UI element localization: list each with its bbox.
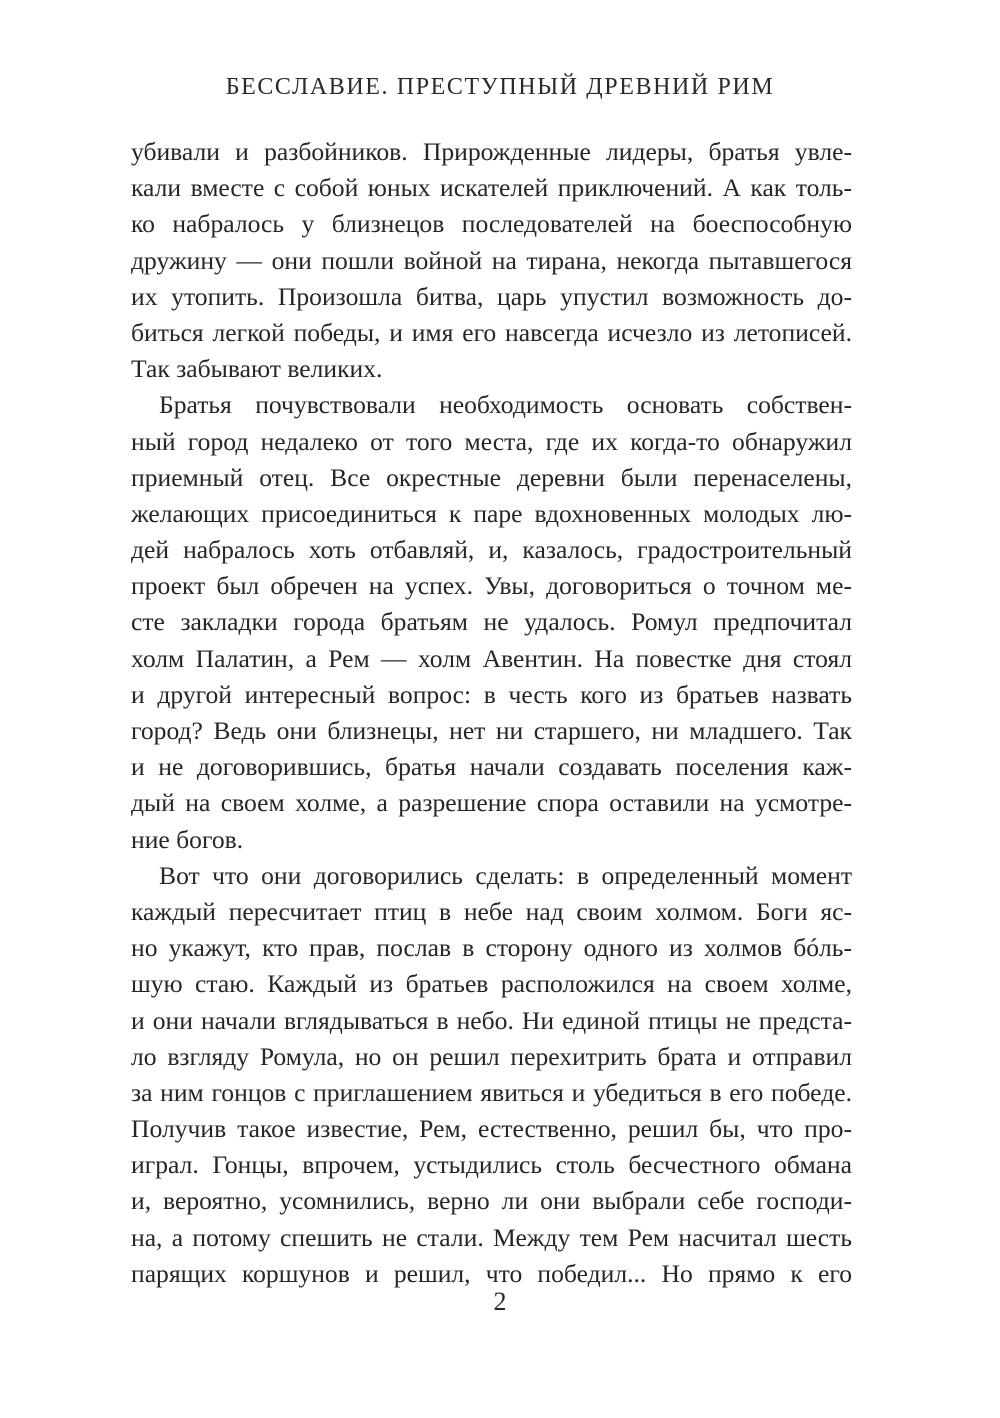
text-line: дей набралось хоть отбавляй, и, казалось, градостроительный	[131, 535, 852, 565]
text-line: на, а потому спешить не стали. Между тем Рем насчитал шесть	[131, 1222, 852, 1252]
text-line: дружину — они пошли войной на тирана, некогда пытавшегося	[131, 245, 852, 275]
text-line: биться легкой победы, и имя его навсегда исчезло из летописей.	[131, 317, 852, 347]
text-line: и они начали вглядываться в небо. Ни единой птицы не предста-	[131, 1005, 852, 1035]
text-line: дый на своем холме, а разрешение спора оставили на усмотре-	[131, 788, 852, 818]
text-line: их утопить. Произошла битва, царь упустил возможность до-	[131, 281, 852, 311]
text-line: кали вместе с собой юных искателей приключений. А как толь-	[131, 173, 852, 203]
text-line: холм Палатин, а Рем — холм Авентин. На повестке дня стоял	[131, 643, 852, 673]
text-line: желающих присоединиться к паре вдохновенных молодых лю-	[131, 498, 852, 528]
text-line: каждый пересчитает птиц в небе над своим холмом. Боги яс-	[131, 896, 852, 926]
text-line: город? Ведь они близнецы, нет ни старшего, ни младшего. Так	[131, 716, 852, 745]
paragraph-3	[131, 858, 852, 1292]
text-line: но укажут, кто прав, послав в сторону одного из холмов бóль-	[131, 933, 852, 963]
text-line: сте закладки города братьям не удалось. Ромул предпочитал	[131, 607, 852, 637]
text-line: Получив такое известие, Рем, естественно, решил бы, что про-	[131, 1114, 852, 1144]
text-line: приемный отец. Все окрестные деревни были перенаселены,	[131, 462, 852, 492]
text-line: проект был обречен на успех. Увы, договориться о точном ме-	[131, 571, 852, 601]
text-line: ко набралось у близнецов последователей на боеспособную	[131, 209, 852, 239]
page-number: 2	[493, 1287, 507, 1316]
text-line: играл. Гонцы, впрочем, устыдились столь бесчестного обмана	[131, 1150, 852, 1180]
text-line: парящих коршунов и решил, что победил... Но прямо к его	[131, 1258, 852, 1288]
text-line: Так забывают великих.	[131, 354, 383, 384]
text-line: убивали и разбойников. Прирожденные лидеры, братья увле-	[131, 137, 852, 166]
text-line: ный город недалеко от того места, где их когда-то обнаружил	[131, 426, 852, 456]
text-line: шую стаю. Каждый из братьев расположился на своем холме,	[131, 969, 852, 999]
text-line: и не договорившись, братья начали создавать поселения каж-	[131, 752, 852, 782]
paragraph-2	[131, 387, 852, 857]
paragraph-1	[131, 134, 852, 387]
text-line: ло взгляду Ромула, но он решил перехитрить брата и отправил	[131, 1041, 852, 1071]
text-line: за ним гонцов с приглашением явиться и убедиться в его победе.	[131, 1077, 852, 1107]
text-line: Вот что они договорились сделать: в определенный момент	[159, 860, 852, 890]
text-line: ние богов.	[131, 824, 244, 854]
running-head-title: БЕССЛАВИЕ. ПРЕСТУПНЫЙ ДРЕВНИЙ РИМ	[225, 74, 775, 100]
text-line: Братья почувствовали необходимость основать собствен-	[159, 390, 852, 420]
text-line: и, вероятно, усомнились, верно ли они выбрали себе господи-	[131, 1186, 852, 1216]
text-line: и другой интересный вопрос: в честь кого из братьев назвать	[131, 679, 852, 709]
page-body	[131, 134, 852, 1292]
